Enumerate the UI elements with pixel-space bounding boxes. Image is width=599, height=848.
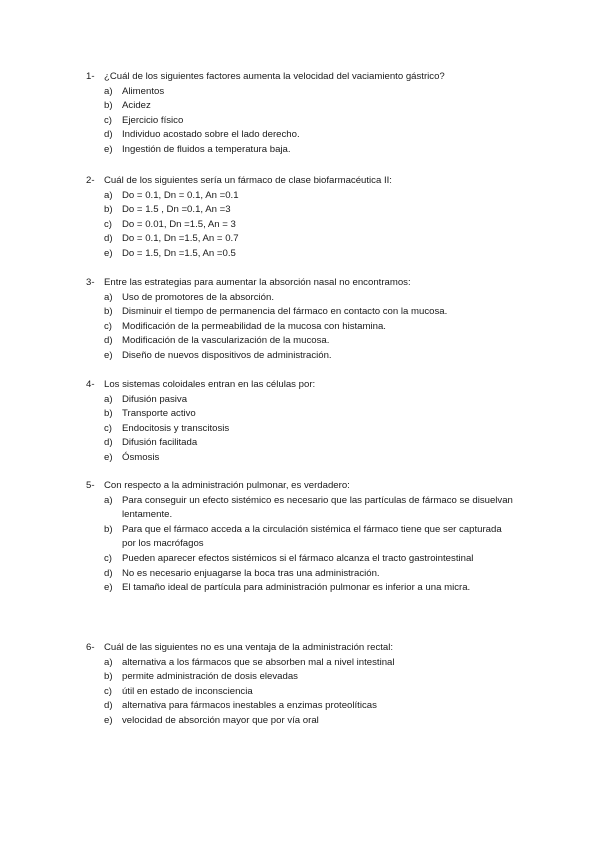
option-letter: c)	[104, 422, 112, 434]
question-1	[0, 70, 599, 158]
option-letter: c)	[104, 685, 112, 697]
answer-option	[0, 656, 599, 671]
option-text: Difusión pasiva	[122, 393, 188, 405]
answer-option	[0, 685, 599, 700]
option-letter: b)	[104, 306, 113, 318]
answer-option	[0, 581, 599, 596]
option-letter: b)	[104, 204, 113, 216]
question-number: 6-	[86, 642, 95, 653]
option-text: Do = 1.5, Dn =1.5, An =0.5	[122, 247, 236, 259]
option-text: útil en estado de inconsciencia	[122, 685, 253, 697]
option-letter: c)	[104, 114, 112, 126]
question-header	[0, 276, 599, 291]
answer-option	[0, 99, 599, 114]
option-letter: e)	[104, 714, 113, 726]
option-text: Pueden aparecer efectos sistémicos si el fármaco alcanza el tracto gastrointestinal	[122, 552, 474, 564]
option-letter: e)	[104, 247, 113, 259]
option-text: Do = 0.01, Dn =1.5, An = 3	[122, 218, 236, 230]
answer-option	[0, 203, 599, 218]
option-text: Modificación de la permeabilidad de la mucosa con histamina.	[122, 320, 386, 332]
answer-option	[0, 393, 599, 408]
option-text: Ingestión de fluidos a temperatura baja.	[122, 143, 291, 155]
answer-option	[0, 349, 599, 364]
answer-option	[0, 714, 599, 729]
option-text: alternativa para fármacos inestables a enzimas proteolíticas	[122, 700, 377, 712]
answer-option	[0, 218, 599, 233]
answer-options	[0, 494, 599, 596]
answer-options	[0, 291, 599, 364]
option-letter: d)	[104, 437, 113, 449]
question-5	[0, 479, 599, 596]
option-letter: a)	[104, 291, 113, 303]
answer-option	[0, 552, 599, 567]
question-header	[0, 70, 599, 85]
question-text: Cuál de las siguientes no es una ventaja de la administración rectal:	[104, 642, 394, 653]
option-letter: a)	[104, 494, 113, 506]
option-text: Para conseguir un efecto sistémico es necesario que las partículas de fármaco se disuelvan lentamente.	[122, 494, 513, 521]
answer-option	[0, 334, 599, 349]
option-letter: d)	[104, 233, 113, 245]
option-text: No es necesario enjuagarse la boca tras una administración.	[122, 567, 380, 579]
question-header	[0, 174, 599, 189]
option-letter: c)	[104, 552, 112, 564]
option-letter: e)	[104, 451, 113, 463]
answer-option	[0, 114, 599, 129]
option-text: Uso de promotores de la absorción.	[122, 291, 274, 303]
option-letter: d)	[104, 335, 113, 347]
answer-options	[0, 393, 599, 466]
answer-option	[0, 407, 599, 422]
question-number: 2-	[86, 175, 95, 186]
question-4	[0, 378, 599, 466]
option-letter: b)	[104, 408, 113, 420]
option-text: permite administración de dosis elevadas	[122, 671, 298, 683]
question-number: 3-	[86, 277, 95, 288]
option-text: Transporte activo	[122, 408, 196, 420]
answer-option	[0, 247, 599, 262]
answer-options	[0, 656, 599, 729]
question-text: Entre las estrategias para aumentar la absorción nasal no encontramos:	[104, 277, 411, 288]
question-text: Con respecto a la administración pulmonar, es verdadero:	[104, 480, 350, 491]
answer-option	[0, 85, 599, 100]
answer-option	[0, 670, 599, 685]
option-letter: d)	[104, 129, 113, 141]
option-text: Diseño de nuevos dispositivos de administración.	[122, 349, 332, 361]
option-text: alternativa a los fármacos que se absorben mal a nivel intestinal	[122, 656, 395, 668]
question-text: ¿Cuál de los siguientes factores aumenta la velocidad del vaciamiento gástrico?	[104, 71, 445, 82]
question-header	[0, 479, 599, 494]
answer-option	[0, 422, 599, 437]
question-2	[0, 174, 599, 262]
option-text: Do = 1.5 , Dn =0.1, An =3	[122, 204, 231, 216]
answer-option	[0, 523, 599, 552]
question-number: 1-	[86, 71, 95, 82]
answer-option	[0, 143, 599, 158]
option-letter: e)	[104, 349, 113, 361]
option-letter: a)	[104, 656, 113, 668]
option-letter: a)	[104, 393, 113, 405]
option-text: Endocitosis y transcitosis	[122, 422, 230, 434]
question-text: Cuál de los siguientes sería un fármaco de clase biofarmacéutica II:	[104, 175, 392, 186]
option-letter: a)	[104, 189, 113, 201]
option-letter: e)	[104, 143, 113, 155]
option-letter: a)	[104, 85, 113, 97]
answer-option	[0, 189, 599, 204]
question-number: 5-	[86, 480, 95, 491]
option-text: Ejercicio físico	[122, 114, 184, 126]
question-text: Los sistemas coloidales entran en las células por:	[104, 379, 316, 390]
answer-option	[0, 451, 599, 466]
option-text: Modificación de la vascularización de la mucosa.	[122, 335, 330, 347]
answer-option	[0, 567, 599, 582]
option-letter: b)	[104, 100, 113, 112]
option-letter: c)	[104, 320, 112, 332]
option-letter: d)	[104, 567, 113, 579]
answer-options	[0, 189, 599, 262]
answer-option	[0, 320, 599, 335]
option-text: Acidez	[122, 100, 151, 112]
answer-options	[0, 85, 599, 158]
answer-option	[0, 291, 599, 306]
option-letter: c)	[104, 218, 112, 230]
option-text: Difusión facilitada	[122, 437, 198, 449]
question-3	[0, 276, 599, 364]
option-text: velocidad de absorción mayor que por vía oral	[122, 714, 319, 726]
answer-option	[0, 128, 599, 143]
option-text: Ósmosis	[122, 451, 160, 463]
question-header	[0, 641, 599, 656]
option-letter: e)	[104, 582, 113, 594]
answer-option	[0, 699, 599, 714]
option-letter: d)	[104, 700, 113, 712]
option-text: El tamaño ideal de partícula para administración pulmonar es inferior a una micra.	[122, 582, 471, 594]
option-letter: b)	[104, 671, 113, 683]
option-text: Individuo acostado sobre el lado derecho.	[122, 129, 300, 141]
answer-option	[0, 305, 599, 320]
question-6	[0, 641, 599, 729]
option-text: Do = 0.1, Dn = 0.1, An =0.1	[122, 189, 239, 201]
answer-option	[0, 436, 599, 451]
answer-option	[0, 232, 599, 247]
option-text: Disminuir el tiempo de permanencia del fármaco en contacto con la mucosa.	[122, 306, 448, 318]
option-text: Alimentos	[122, 85, 165, 97]
question-number: 4-	[86, 379, 95, 390]
question-header	[0, 378, 599, 393]
option-text: Para que el fármaco acceda a la circulación sistémica el fármaco tiene que ser capturada por los macrófagos	[122, 523, 502, 550]
option-text: Do = 0.1, Dn =1.5, An = 0.7	[122, 233, 239, 245]
option-letter: b)	[104, 523, 113, 535]
answer-option	[0, 494, 599, 523]
